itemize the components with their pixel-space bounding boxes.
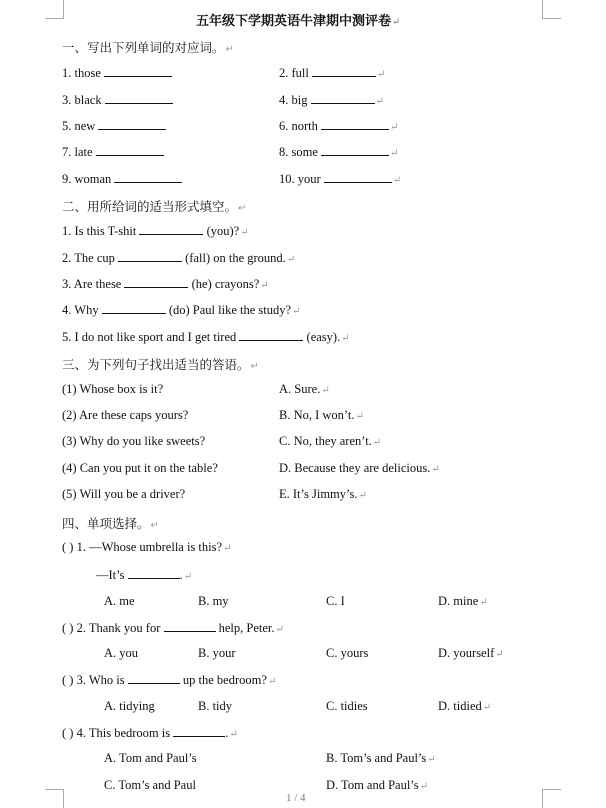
option-3c[interactable]: C. tidies: [326, 699, 368, 713]
section-2-heading: 二、用所给词的适当形式填空。↵: [62, 199, 247, 214]
option-2d[interactable]: D. yourself↵: [438, 646, 504, 660]
answer-blank[interactable]: [312, 65, 376, 77]
answer-blank[interactable]: [139, 223, 203, 235]
word-item-7: 7. late: [62, 144, 164, 160]
answer-blank[interactable]: [102, 302, 166, 314]
word-item-9: 9. woman: [62, 171, 182, 187]
word-item-6: 6. north ↵: [279, 119, 399, 133]
answer-blank[interactable]: [124, 276, 188, 288]
fill-item-2: 2. The cup (fall) on the ground.↵: [62, 251, 296, 265]
word-item-3: 3. black: [62, 92, 173, 108]
option-1c[interactable]: C. I: [326, 594, 345, 608]
answer-blank[interactable]: [128, 567, 180, 579]
choice-question-3: ( ) 3. Who is up the bedroom?↵: [62, 673, 277, 687]
match-answer-b: B. No, I won’t.↵: [279, 408, 364, 422]
answer-blank[interactable]: [96, 144, 164, 156]
option-1a[interactable]: A. me: [104, 594, 135, 608]
option-4c[interactable]: C. Tom’s and Paul: [104, 778, 196, 792]
match-question-4: (4) Can you put it on the table?: [62, 461, 218, 475]
word-item-1: 1. those: [62, 65, 172, 81]
word-item-2: 2. full ↵: [279, 66, 386, 80]
section-1-heading: 一、写出下列单词的对应词。↵: [62, 40, 234, 55]
option-3a[interactable]: A. tidying: [104, 699, 155, 713]
word-item-8: 8. some ↵: [279, 145, 399, 159]
answer-blank[interactable]: [321, 118, 389, 130]
match-question-5: (5) Will you be a driver?: [62, 487, 186, 501]
answer-blank[interactable]: [164, 620, 216, 632]
choice-question-2: ( ) 2. Thank you for help, Peter.↵: [62, 621, 284, 635]
page-number: 1 / 4: [286, 792, 306, 804]
answer-blank[interactable]: [114, 171, 182, 183]
section-3-heading: 三、为下列句子找出适当的答语。↵: [62, 357, 259, 372]
match-answer-d: D. Because they are delicious.↵: [279, 461, 440, 475]
word-item-10: 10. your ↵: [279, 172, 402, 186]
fill-item-4: 4. Why (do) Paul like the study?↵: [62, 303, 301, 317]
crop-mark-top-left: [45, 0, 64, 19]
answer-blank[interactable]: [311, 92, 375, 104]
answer-blank[interactable]: [128, 672, 180, 684]
answer-paren[interactable]: ( ): [62, 673, 74, 687]
answer-blank[interactable]: [98, 118, 166, 130]
page-title: 五年级下学期英语牛津期中测评卷↵: [196, 13, 401, 28]
answer-blank[interactable]: [104, 65, 172, 77]
match-question-1: (1) Whose box is it?: [62, 382, 164, 396]
answer-blank[interactable]: [324, 171, 392, 183]
fill-item-3: 3. Are these (he) crayons?↵: [62, 277, 269, 291]
word-item-4: 4. big ↵: [279, 93, 384, 107]
crop-mark-bottom-left: [45, 789, 64, 808]
answer-blank[interactable]: [118, 250, 182, 262]
option-4b[interactable]: B. Tom’s and Paul’s↵: [326, 751, 436, 765]
fill-item-5: 5. I do not like sport and I get tired (easy).↵: [62, 330, 350, 344]
word-item-5: 5. new: [62, 118, 166, 134]
choice-question-4: ( ) 4. This bedroom is .↵: [62, 726, 238, 740]
crop-mark-top-right: [542, 0, 561, 19]
answer-paren[interactable]: ( ): [62, 621, 74, 635]
answer-blank[interactable]: [173, 725, 225, 737]
answer-paren[interactable]: ( ): [62, 726, 74, 740]
choice-question-1: ( ) 1. —Whose umbrella is this?↵: [62, 540, 232, 554]
match-answer-e: E. It’s Jimmy’s.↵: [279, 487, 367, 501]
option-4d[interactable]: D. Tom and Paul’s↵: [326, 778, 429, 792]
crop-mark-bottom-right: [542, 789, 561, 808]
answer-blank[interactable]: [321, 144, 389, 156]
match-question-2: (2) Are these caps yours?: [62, 408, 189, 422]
option-4a[interactable]: A. Tom and Paul’s: [104, 751, 197, 765]
option-1d[interactable]: D. mine↵: [438, 594, 488, 608]
choice-question-1-line2: —It’s .↵: [96, 568, 193, 582]
option-2a[interactable]: A. you: [104, 646, 139, 660]
section-4-heading: 四、单项选择。↵: [62, 516, 159, 531]
answer-paren[interactable]: ( ): [62, 540, 74, 554]
fill-item-1: 1. Is this T-shit (you)?↵: [62, 224, 249, 238]
option-2b[interactable]: B. your: [198, 646, 236, 660]
match-question-3: (3) Why do you like sweets?: [62, 434, 206, 448]
option-3d[interactable]: D. tidied↵: [438, 699, 492, 713]
option-3b[interactable]: B. tidy: [198, 699, 233, 713]
match-answer-a: A. Sure.↵: [279, 382, 330, 396]
answer-blank[interactable]: [239, 329, 303, 341]
option-1b[interactable]: B. my: [198, 594, 229, 608]
option-2c[interactable]: C. yours: [326, 646, 369, 660]
match-answer-c: C. No, they aren’t.↵: [279, 434, 382, 448]
answer-blank[interactable]: [105, 92, 173, 104]
